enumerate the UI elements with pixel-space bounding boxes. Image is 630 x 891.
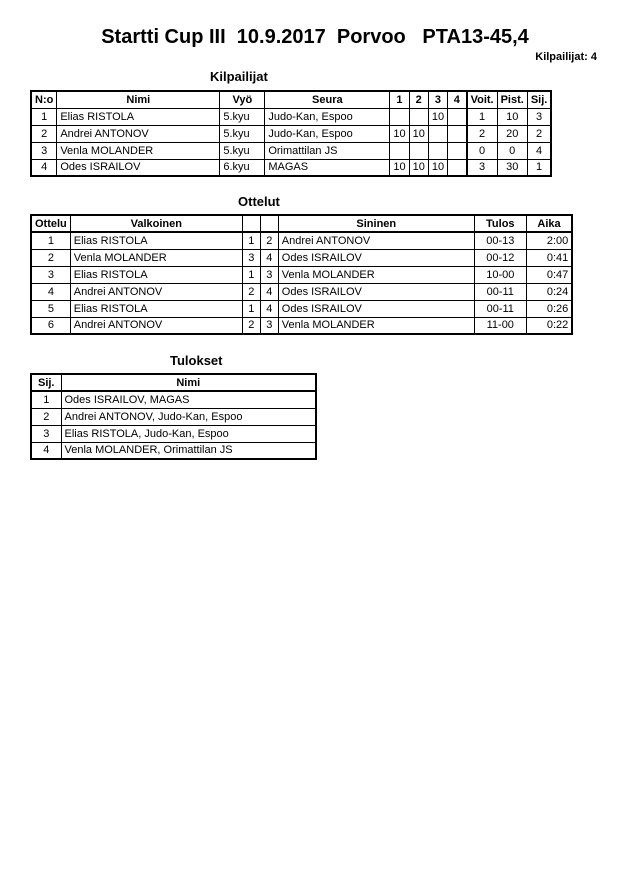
cell-match-no: 5	[31, 300, 70, 317]
cell-sij: 1	[31, 391, 61, 408]
table-row	[31, 425, 316, 442]
col-no: N:o	[31, 91, 57, 108]
cell-sij: 4	[31, 442, 61, 459]
cell-nimi: Elias RISTOLA, Judo-Kan, Espoo	[61, 425, 316, 442]
cell-pist: 10	[497, 108, 527, 125]
cell-score-1	[390, 108, 409, 125]
cell-blue-number: 4	[260, 249, 278, 266]
cell-nimi: Venla MOLANDER, Orimattilan JS	[61, 442, 316, 459]
cell-score-2	[409, 142, 428, 159]
cell-score-2	[409, 108, 428, 125]
cell-voit: 1	[467, 108, 498, 125]
col-sininen: Sininen	[278, 215, 474, 232]
table-row	[31, 159, 551, 176]
cell-score-4	[448, 159, 467, 176]
cell-tulos: 00-11	[474, 300, 526, 317]
cell-blue-name: Odes ISRAILOV	[278, 249, 474, 266]
ottelut-header-row	[31, 215, 572, 232]
cell-aika: 0:47	[526, 266, 572, 283]
col-white-number	[242, 215, 260, 232]
cell-seura: Orimattilan JS	[265, 142, 390, 159]
cell-aika: 0:24	[526, 283, 572, 300]
cell-match-no: 4	[31, 283, 70, 300]
col-pist: Pist.	[497, 91, 527, 108]
cell-match-no: 6	[31, 317, 70, 334]
cell-no: 2	[31, 125, 57, 142]
ottelut-heading: Ottelut	[238, 194, 280, 209]
cell-sij: 2	[31, 408, 61, 425]
cell-blue-number: 3	[260, 266, 278, 283]
cell-voit: 2	[467, 125, 498, 142]
cell-aika: 0:22	[526, 317, 572, 334]
cell-aika: 0:41	[526, 249, 572, 266]
cell-voit: 0	[467, 142, 498, 159]
col-voit: Voit.	[467, 91, 498, 108]
cell-blue-name: Odes ISRAILOV	[278, 283, 474, 300]
cell-tulos: 00-11	[474, 283, 526, 300]
table-row	[31, 249, 572, 266]
cell-sij: 1	[527, 159, 551, 176]
cell-no: 3	[31, 142, 57, 159]
cell-blue-name: Venla MOLANDER	[278, 317, 474, 334]
cell-blue-number: 4	[260, 283, 278, 300]
cell-score-4	[448, 142, 467, 159]
cell-score-3: 10	[428, 159, 447, 176]
cell-score-2: 10	[409, 159, 428, 176]
col-sij: Sij.	[527, 91, 551, 108]
kilpailijat-header-row	[31, 91, 551, 108]
cell-no: 4	[31, 159, 57, 176]
cell-tulos: 00-13	[474, 232, 526, 249]
cell-white-number: 1	[242, 300, 260, 317]
cell-pist: 0	[497, 142, 527, 159]
tulokset-table	[30, 373, 317, 460]
cell-white-number: 1	[242, 266, 260, 283]
cell-score-4	[448, 125, 467, 142]
col-vyo: Vyö	[220, 91, 265, 108]
col-nimi: Nimi	[61, 374, 316, 391]
table-row	[31, 391, 316, 408]
cell-white-name: Andrei ANTONOV	[70, 283, 242, 300]
cell-white-number: 2	[242, 283, 260, 300]
cell-seura: Judo-Kan, Espoo	[265, 125, 390, 142]
table-row	[31, 125, 551, 142]
cell-white-number: 3	[242, 249, 260, 266]
cell-white-name: Venla MOLANDER	[70, 249, 242, 266]
tulokset-header-row	[31, 374, 316, 391]
cell-match-no: 2	[31, 249, 70, 266]
table-row	[31, 266, 572, 283]
cell-sij: 3	[31, 425, 61, 442]
col-1: 1	[390, 91, 409, 108]
col-tulos: Tulos	[474, 215, 526, 232]
cell-aika: 0:26	[526, 300, 572, 317]
cell-nimi: Andrei ANTONOV	[57, 125, 220, 142]
cell-sij: 2	[527, 125, 551, 142]
col-nimi: Nimi	[57, 91, 220, 108]
col-valkoinen: Valkoinen	[70, 215, 242, 232]
col-4: 4	[448, 91, 467, 108]
cell-white-name: Elias RISTOLA	[70, 266, 242, 283]
cell-tulos: 11-00	[474, 317, 526, 334]
cell-tulos: 00-12	[474, 249, 526, 266]
col-3: 3	[428, 91, 447, 108]
cell-aika: 2:00	[526, 232, 572, 249]
cell-nimi: Venla MOLANDER	[57, 142, 220, 159]
cell-nimi: Odes ISRAILOV, MAGAS	[61, 391, 316, 408]
cell-score-3	[428, 125, 447, 142]
cell-sij: 3	[527, 108, 551, 125]
col-sij: Sij.	[31, 374, 61, 391]
cell-white-name: Elias RISTOLA	[70, 300, 242, 317]
competitors-count: Kilpailijat: 4	[535, 51, 597, 63]
cell-match-no: 3	[31, 266, 70, 283]
cell-score-1: 10	[390, 125, 409, 142]
cell-tulos: 10-00	[474, 266, 526, 283]
cell-white-number: 2	[242, 317, 260, 334]
cell-pist: 20	[497, 125, 527, 142]
table-row	[31, 283, 572, 300]
table-row	[31, 442, 316, 459]
col-blue-number	[260, 215, 278, 232]
cell-nimi: Elias RISTOLA	[57, 108, 220, 125]
cell-no: 1	[31, 108, 57, 125]
cell-score-3: 10	[428, 108, 447, 125]
cell-vyo: 5.kyu	[220, 108, 265, 125]
kilpailijat-table	[30, 90, 552, 177]
ottelut-table	[30, 214, 573, 335]
cell-seura: MAGAS	[265, 159, 390, 176]
cell-voit: 3	[467, 159, 498, 176]
cell-pist: 30	[497, 159, 527, 176]
cell-vyo: 6.kyu	[220, 159, 265, 176]
col-aika: Aika	[526, 215, 572, 232]
kilpailijat-heading: Kilpailijat	[210, 69, 268, 84]
cell-blue-name: Odes ISRAILOV	[278, 300, 474, 317]
cell-seura: Judo-Kan, Espoo	[265, 108, 390, 125]
cell-score-1: 10	[390, 159, 409, 176]
col-seura: Seura	[265, 91, 390, 108]
cell-score-3	[428, 142, 447, 159]
tulokset-heading: Tulokset	[170, 353, 223, 368]
cell-blue-number: 4	[260, 300, 278, 317]
cell-score-1	[390, 142, 409, 159]
table-row	[31, 300, 572, 317]
cell-white-name: Andrei ANTONOV	[70, 317, 242, 334]
cell-blue-name: Venla MOLANDER	[278, 266, 474, 283]
cell-match-no: 1	[31, 232, 70, 249]
table-row	[31, 317, 572, 334]
table-row	[31, 108, 551, 125]
cell-blue-number: 2	[260, 232, 278, 249]
table-row	[31, 408, 316, 425]
cell-blue-name: Andrei ANTONOV	[278, 232, 474, 249]
table-row	[31, 232, 572, 249]
cell-vyo: 5.kyu	[220, 142, 265, 159]
cell-white-name: Elias RISTOLA	[70, 232, 242, 249]
cell-vyo: 5.kyu	[220, 125, 265, 142]
cell-nimi: Odes ISRAILOV	[57, 159, 220, 176]
cell-white-number: 1	[242, 232, 260, 249]
table-row	[31, 142, 551, 159]
col-ottelu: Ottelu	[31, 215, 70, 232]
cell-score-2: 10	[409, 125, 428, 142]
page-title: Startti Cup III 10.9.2017 Porvoo PTA13-45,4	[101, 26, 529, 48]
cell-blue-number: 3	[260, 317, 278, 334]
cell-sij: 4	[527, 142, 551, 159]
cell-nimi: Andrei ANTONOV, Judo-Kan, Espoo	[61, 408, 316, 425]
cell-score-4	[448, 108, 467, 125]
col-2: 2	[409, 91, 428, 108]
